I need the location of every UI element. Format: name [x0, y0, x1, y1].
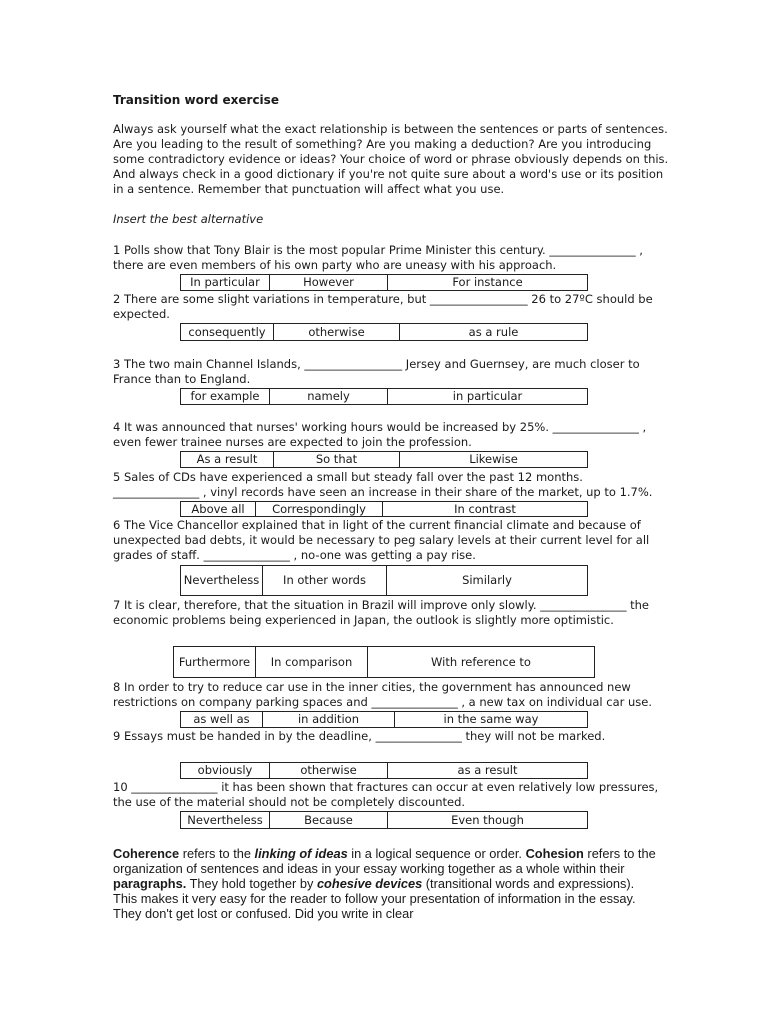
question-line: 5 Sales of CDs have experienced a small but steady fall over the past 12 months. [113, 470, 583, 484]
option-cell[interactable]: In other words [263, 566, 387, 596]
intro-line: in a sentence. Remember that punctuation will affect what you use. [113, 182, 505, 196]
text-run: (transitional words and expressions). This makes it very easy for the reader to follow your presentation of information in the essay. They don't get lost or confused. Did you write in clear [113, 876, 636, 921]
question-line: 8 In order to try to reduce car use in the inner cities, the government has announced new [113, 680, 631, 694]
term-cohesive-devices: cohesive devices [316, 876, 423, 891]
question-line: 7 It is clear, therefore, that the situation in Brazil will improve only slowly. _______________ the [113, 598, 650, 612]
option-cell[interactable]: as a rule [400, 324, 588, 341]
question-line: 4 It was announced that nurses' working hours would be increased by 25%. _______________ , [113, 420, 647, 434]
question-line: there are even members of his own party who are uneasy with his approach. [113, 258, 557, 272]
term-paragraphs: paragraphs. [113, 876, 187, 891]
question-line: 1 Polls show that Tony Blair is the most popular Prime Minister this century. _______________ , [113, 243, 643, 257]
options-table-8 [180, 711, 588, 728]
text-run: in a logical sequence or order. [347, 846, 526, 861]
option-cell[interactable]: In particular [181, 275, 270, 291]
option-cell[interactable]: otherwise [274, 324, 400, 341]
option-cell[interactable]: Furthermore [174, 647, 256, 678]
term-cohesion: Cohesion [525, 846, 584, 861]
option-cell[interactable]: in particular [388, 389, 588, 405]
option-cell[interactable]: Likewise [400, 452, 588, 468]
question-5 [113, 470, 658, 500]
question-3 [113, 357, 658, 387]
question-line: 10 _______________ it has been shown that fractures can occur at even relatively low pressures, [113, 780, 659, 794]
question-line: unexpected bad debts, it would be necessary to peg salary levels at their current level for all [113, 533, 650, 547]
question-line: grades of staff. _______________ , no-one was getting a pay rise. [113, 548, 476, 562]
option-cell[interactable]: for example [181, 389, 270, 405]
intro-line: some contradictory evidence or ideas? Your choice of word or phrase obviously depends on this. [113, 152, 669, 166]
option-cell[interactable]: Nevertheless [181, 812, 270, 829]
options-table-5 [180, 501, 588, 517]
question-8 [113, 680, 658, 710]
question-line: _______________ , vinyl records have seen an increase in their share of the market, up to 1.7%. [113, 485, 653, 499]
term-coherence: Coherence [113, 846, 180, 861]
option-cell[interactable]: in addition [263, 712, 395, 728]
option-cell[interactable]: As a result [181, 452, 274, 468]
option-cell[interactable]: namely [270, 389, 388, 405]
intro-line: Are you leading to the result of something? Are you making a deduction? Are you introducing [113, 137, 652, 151]
question-line: economic problems being experienced in Japan, the outlook is slightly more optimistic. [113, 613, 614, 627]
option-cell[interactable]: In comparison [256, 647, 368, 678]
question-line: restrictions on company parking spaces and _______________ , a new tax on individual car use. [113, 695, 653, 709]
option-cell[interactable]: in the same way [395, 712, 588, 728]
options-table-9 [180, 762, 588, 779]
question-line: 6 The Vice Chancellor explained that in light of the current financial climate and because of [113, 518, 641, 532]
options-table-3 [180, 388, 588, 405]
options-table-7 [173, 646, 595, 678]
question-line: the use of the material should not be completely discounted. [113, 795, 466, 809]
options-table-10 [180, 811, 588, 829]
options-table-2 [180, 323, 588, 341]
question-line: expected. [113, 307, 170, 321]
option-cell[interactable]: as well as [181, 712, 263, 728]
question-10 [113, 780, 658, 810]
text-run: They hold together by [186, 876, 317, 891]
question-line: France than to England. [113, 372, 251, 386]
question-1 [113, 243, 658, 273]
option-cell[interactable]: Similarly [387, 566, 588, 596]
option-cell[interactable]: In contrast [383, 502, 588, 517]
options-table-1 [180, 274, 588, 291]
question-line: even fewer trainee nurses are expected to join the profession. [113, 435, 472, 449]
option-cell[interactable]: Above all [181, 502, 256, 517]
question-2 [113, 292, 658, 322]
term-linking-of-ideas: linking of ideas [254, 846, 348, 861]
question-6 [113, 518, 658, 563]
intro-line: Always ask yourself what the exact relationship is between the sentences or parts of sentences. [113, 122, 668, 136]
option-cell[interactable]: consequently [181, 324, 274, 341]
options-table-4 [180, 451, 588, 468]
question-9 [113, 729, 658, 744]
option-cell[interactable]: With reference to [368, 647, 595, 678]
question-line: 9 Essays must be handed in by the deadline, _______________ they will not be marked. [113, 729, 606, 743]
option-cell[interactable]: otherwise [270, 763, 388, 779]
text-run: refers to the organization of sentences and ideas in your essay working together as a whole within their [113, 846, 656, 876]
coherence-paragraph [113, 846, 658, 921]
intro-line: And always check in a good dictionary if you're not quite sure about a word's use or its position [113, 167, 664, 181]
option-cell[interactable]: So that [274, 452, 400, 468]
option-cell[interactable]: Because [270, 812, 388, 829]
option-cell[interactable]: obviously [181, 763, 270, 779]
exercise-title: Transition word exercise [113, 93, 279, 107]
option-cell[interactable]: However [270, 275, 388, 291]
option-cell[interactable]: Correspondingly [256, 502, 383, 517]
instruction: Insert the best alternative [113, 212, 264, 226]
option-cell[interactable]: Nevertheless [181, 566, 263, 596]
text-run: refers to the [179, 846, 255, 861]
intro-paragraph [113, 122, 669, 197]
options-table-6 [180, 565, 588, 596]
question-7 [113, 598, 658, 628]
option-cell[interactable]: as a result [388, 763, 588, 779]
question-line: 2 There are some slight variations in temperature, but _________________ 26 to 27ºC should be [113, 292, 653, 306]
option-cell[interactable]: For instance [388, 275, 588, 291]
question-4 [113, 420, 658, 450]
question-line: 3 The two main Channel Islands, _________________ Jersey and Guernsey, are much closer to [113, 357, 640, 371]
option-cell[interactable]: Even though [388, 812, 588, 829]
